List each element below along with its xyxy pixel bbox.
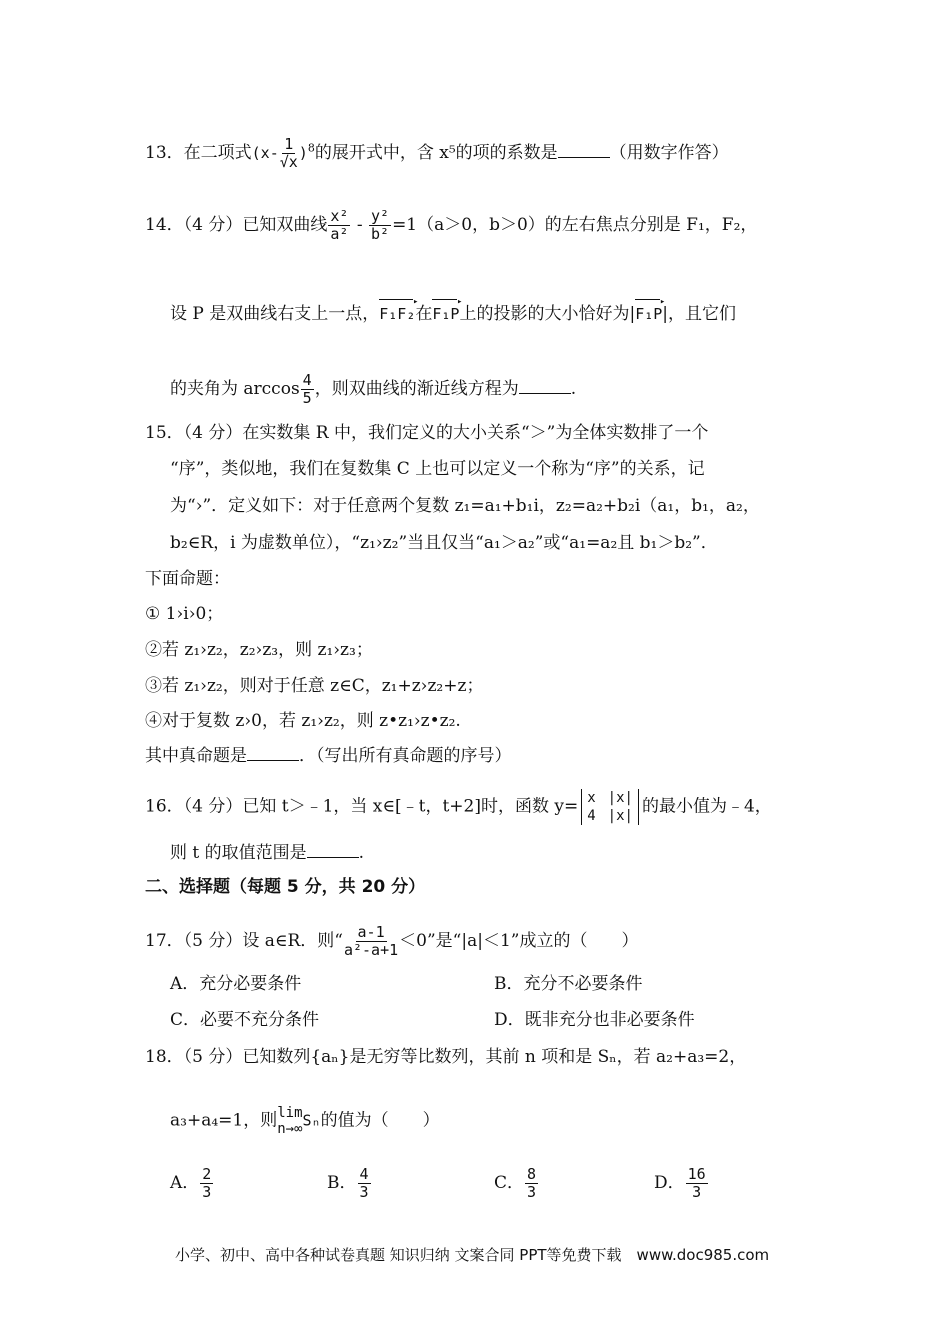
fraction-4-5 bbox=[301, 372, 314, 407]
minus: - bbox=[351, 215, 368, 235]
denominator: 3 bbox=[692, 1183, 702, 1201]
determinant-cell: x bbox=[587, 790, 596, 806]
page-footer: 小学、初中、高中各种试卷真题 知识归纳 文案合同 PPT等免费下载 www.doc985.com bbox=[175, 1246, 770, 1264]
q14-text: （4 分）已知双曲线 bbox=[183, 215, 328, 235]
fraction-x2-a2 bbox=[328, 208, 350, 243]
option-a bbox=[170, 1166, 214, 1201]
determinant-cell: |x| bbox=[607, 790, 633, 806]
numerator: 8 bbox=[527, 1165, 537, 1183]
text: ．（写出所有真命题的序号） bbox=[299, 746, 512, 766]
q14-number: 14． bbox=[145, 215, 184, 235]
q13-paren: ) bbox=[298, 144, 308, 162]
proposition-2: ②若 z₁›z₂，z₂›z₃，则 z₁›z₃； bbox=[145, 640, 373, 660]
q15-line2: “序”，类似地，我们在复数集 C 上也可以定义一个称为“序”的关系，记 bbox=[170, 459, 705, 479]
proposition-4: ④对于复数 z›0，若 z₁›z₂，则 z•z₁›z•z₂. bbox=[145, 711, 461, 731]
answer-blank bbox=[558, 141, 610, 158]
text: 在 bbox=[415, 304, 433, 324]
numerator: 4 bbox=[302, 371, 312, 389]
q16-line2 bbox=[170, 841, 364, 865]
text: 则 t 的取值范围是 bbox=[170, 843, 307, 863]
q13-fraction bbox=[280, 136, 298, 171]
vector-f1p: F₁P ▸ bbox=[432, 296, 459, 326]
option-d: D．既非充分也非必要条件 bbox=[494, 1010, 695, 1030]
answer-blank bbox=[307, 841, 359, 858]
q14-text2: =1（a＞0，b＞0）的左右焦点分别是 F₁，F₂， bbox=[392, 215, 758, 235]
determinant-cell: |x| bbox=[607, 808, 633, 824]
text: ＜0”是“|a|＜1”成立的（ ） bbox=[399, 931, 639, 951]
text: 设 P 是双曲线右支上一点， bbox=[170, 304, 380, 324]
option-d bbox=[654, 1166, 709, 1201]
determinant bbox=[581, 789, 639, 825]
q15-line4: b₂∈R，i 为虚数单位），“z₁›z₂”当且仅当“a₁＞a₂”或“a₁=a₂且 b₁＞b₂”． bbox=[170, 533, 718, 553]
label: B． bbox=[327, 1173, 357, 1193]
denominator: 5 bbox=[302, 389, 312, 407]
fraction bbox=[200, 1166, 213, 1201]
denominator: 3 bbox=[202, 1183, 212, 1201]
numerator: x² bbox=[330, 207, 349, 225]
text: 其中真命题是 bbox=[145, 746, 247, 766]
option-c bbox=[494, 1166, 539, 1201]
fraction bbox=[686, 1166, 708, 1201]
period: . bbox=[570, 379, 577, 399]
q13-number: 13． bbox=[145, 143, 184, 163]
numerator: y² bbox=[371, 207, 390, 225]
q13-expr: (x- bbox=[251, 144, 279, 162]
option-a: A．充分必要条件 bbox=[170, 974, 302, 994]
text: 的值为（ ） bbox=[320, 1110, 440, 1131]
vector-f1p: F₁P ▸ bbox=[635, 296, 662, 326]
text: 上的投影的大小恰好为| bbox=[459, 304, 636, 324]
label: A． bbox=[170, 1173, 200, 1193]
fraction bbox=[525, 1166, 538, 1201]
option-b: B．充分不必要条件 bbox=[494, 974, 643, 994]
period: . bbox=[358, 843, 365, 863]
q15-line3: 为“›”．定义如下：对于任意两个复数 z₁=a₁+b₁i，z₂=a₂+b₂i（a₁，b₁，a₂， bbox=[170, 496, 760, 516]
q15-answer-line bbox=[145, 744, 512, 768]
denominator: a²-a+1 bbox=[343, 941, 399, 959]
q18-line2 bbox=[170, 1105, 440, 1137]
vector-f1f2: F₁F₂ ▸ bbox=[379, 296, 415, 326]
option-c: C．必要不充分条件 bbox=[170, 1010, 320, 1030]
determinant-cell: 4 bbox=[587, 808, 596, 824]
q15-propositions-label: 下面命题： bbox=[145, 569, 230, 589]
text: 16．（4 分）已知 t＞﹣1，当 x∈[﹣t，t+2]时，函数 y= bbox=[145, 796, 579, 817]
denominator: 3 bbox=[527, 1183, 537, 1201]
numerator: 2 bbox=[202, 1165, 212, 1183]
denominator: a² bbox=[330, 225, 349, 243]
numerator: 1 bbox=[284, 135, 294, 153]
numerator: 16 bbox=[687, 1165, 706, 1183]
proposition-1: ① 1›i›0； bbox=[145, 604, 224, 624]
label: D． bbox=[654, 1173, 685, 1193]
option-b bbox=[327, 1166, 372, 1201]
fraction bbox=[344, 924, 398, 959]
fraction-y2-b2 bbox=[369, 208, 391, 243]
q13-text: 在二项式 bbox=[183, 143, 252, 163]
q13-exponent: 8 bbox=[307, 141, 315, 155]
text: |，且它们 bbox=[662, 304, 737, 324]
fraction bbox=[358, 1166, 371, 1201]
numerator: 4 bbox=[359, 1165, 369, 1183]
answer-blank bbox=[247, 744, 299, 761]
q13-note: （用数字作答） bbox=[609, 143, 729, 163]
text: 的最小值为﹣4， bbox=[641, 796, 772, 817]
q14-line3 bbox=[170, 372, 576, 407]
denominator: 3 bbox=[359, 1183, 369, 1201]
text: ，则双曲线的渐近线方程为 bbox=[314, 379, 519, 399]
limit bbox=[277, 1105, 302, 1137]
lim-sub: n→∞ bbox=[277, 1121, 303, 1137]
q15-line1: 15．（4 分）在实数集 R 中，我们定义的大小关系“＞”为全体实数排了一个 bbox=[145, 423, 709, 443]
numerator: a-1 bbox=[357, 923, 385, 941]
answer-blank bbox=[519, 377, 571, 394]
label: C． bbox=[494, 1173, 525, 1193]
proposition-3: ③若 z₁›z₂，则对于任意 z∈C，z₁+z›z₂+z； bbox=[145, 676, 484, 696]
denominator: b² bbox=[371, 225, 390, 243]
text: a₃+a₄=1，则 bbox=[170, 1110, 278, 1131]
question-13 bbox=[145, 136, 729, 171]
denominator: √x bbox=[279, 153, 298, 171]
q14-line2 bbox=[170, 296, 736, 326]
question-18: 18．（5 分）已知数列{aₙ}是无穷等比数列，其前 n 项和是 Sₙ，若 a₂+a₃=2， bbox=[145, 1047, 747, 1067]
question-16 bbox=[145, 789, 772, 825]
text: 17．（5 分）设 a∈R．则“ bbox=[145, 931, 343, 951]
question-14 bbox=[145, 208, 757, 243]
sn: Sₙ bbox=[302, 1111, 321, 1130]
q13-text2: 的展开式中，含 x⁵的项的系数是 bbox=[314, 143, 558, 163]
question-17 bbox=[145, 924, 638, 959]
lim: lim bbox=[277, 1105, 303, 1121]
section-heading: 二、选择题（每题 5 分，共 20 分） bbox=[145, 877, 426, 897]
text: 的夹角为 arccos bbox=[170, 379, 300, 399]
